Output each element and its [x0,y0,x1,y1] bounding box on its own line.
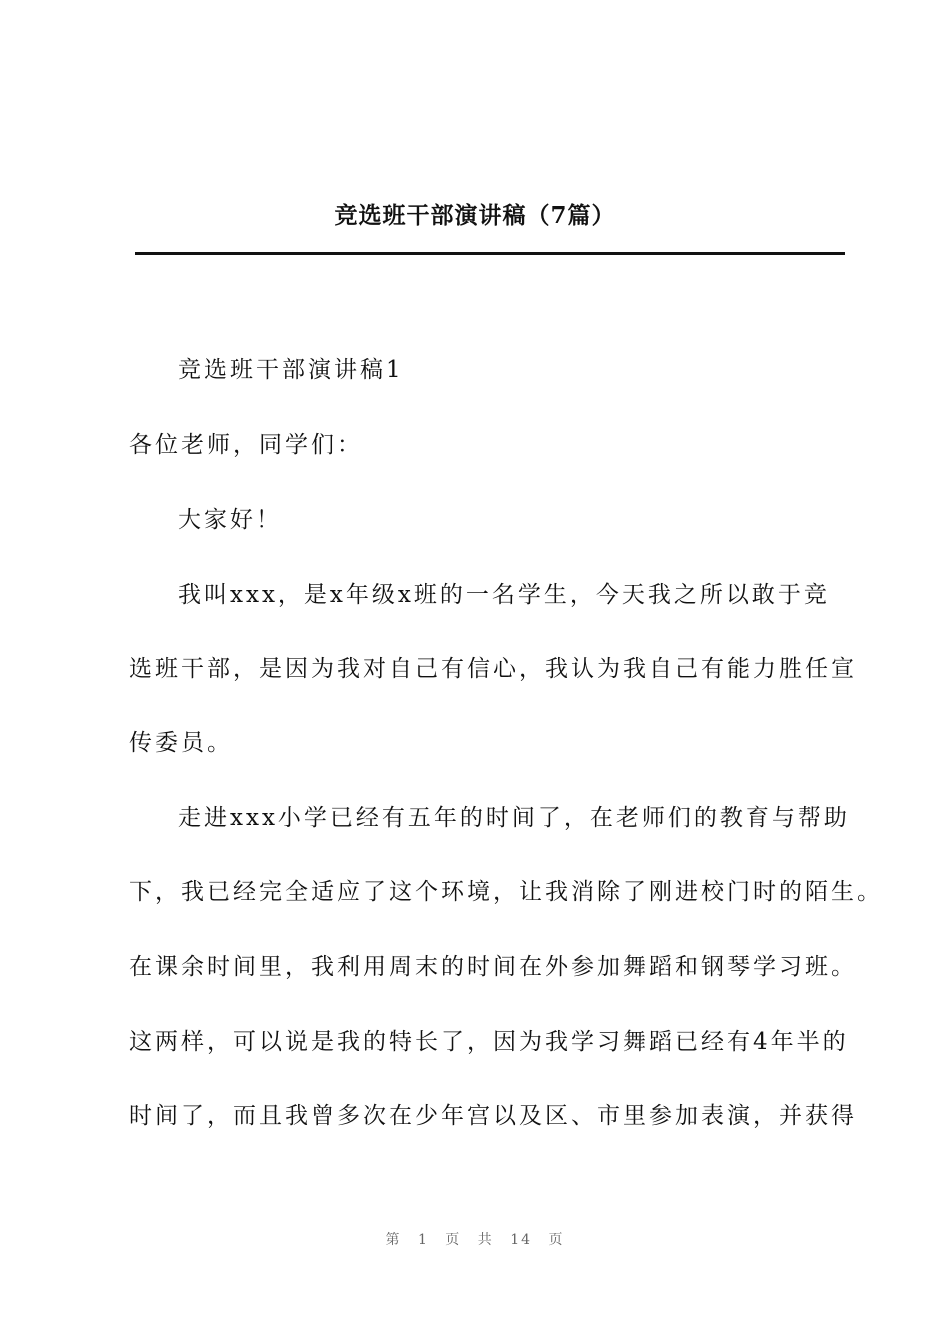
page-number-footer: 第 1 页 共 14 页 [385,1232,565,1248]
section-heading: 竞选班干部演讲稿1 [178,357,404,383]
title-underline [135,252,845,255]
body-line: 这两样，可以说是我的特长了，因为我学习舞蹈已经有4年半的 [129,1029,849,1055]
salutation: 各位老师，同学们： [129,432,363,458]
body-line: 下，我已经完全适应了这个环境，让我消除了刚进校门时的陌生。 [129,879,883,905]
document-title: 竞选班干部演讲稿（7篇） [334,202,616,229]
body-line: 我叫xxx，是x年级x班的一名学生，今天我之所以敢于竞 [178,582,830,608]
greeting: 大家好！ [178,507,282,533]
body-line: 在课余时间里，我利用周末的时间在外参加舞蹈和钢琴学习班。 [129,954,857,980]
body-line: 选班干部，是因为我对自己有信心，我认为我自己有能力胜任宣 [129,656,857,682]
body-line: 时间了，而且我曾多次在少年宫以及区、市里参加表演，并获得 [129,1103,857,1129]
body-line: 传委员。 [129,730,233,756]
body-line: 走进xxx小学已经有五年的时间了，在老师们的教育与帮助 [178,805,850,831]
